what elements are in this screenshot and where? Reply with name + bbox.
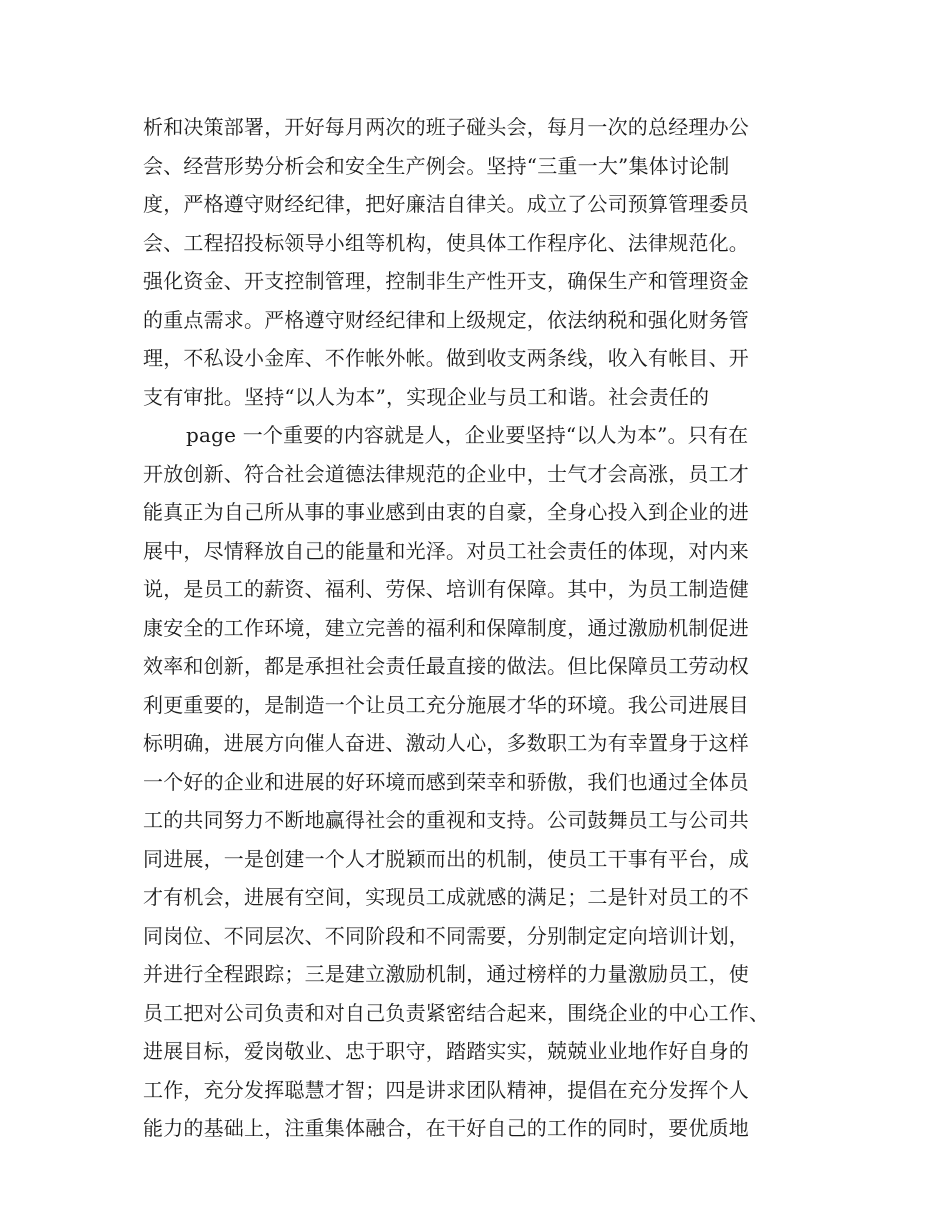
text-line: 支有审批。坚持“以人为本”，实现企业与员工和谐。社会责任的 — [143, 384, 710, 409]
body-text — [143, 108, 823, 1148]
text-line: 康安全的工作环境，建立完善的福利和保障制度，通过激励机制促进 — [143, 615, 749, 640]
text-line: 同岗位、不同层次、不同阶段和不同需要，分别制定定向培训计划， — [143, 923, 749, 948]
text-line: 的重点需求。严格遵守财经纪律和上级规定，依法纳税和强化财务管 — [143, 307, 749, 332]
text-line: 进展目标，爱岗敬业、忠于职守，踏踏实实，兢兢业业地作好自身的 — [143, 1039, 749, 1063]
text-line: 能力的基础上，注重集体融合，在干好自己的工作的同时，要优质地 — [143, 1116, 749, 1140]
text-line: 会、工程招投标领导小组等机构，使具体工作程序化、法律规范化。 — [143, 230, 749, 255]
text-line: 员工把对公司负责和对自己负责紧密结合起来，围绕企业的中心工作、 — [143, 1000, 770, 1025]
text-line: 展中，尽情释放自己的能量和光泽。对员工社会责任的体现，对内来 — [143, 538, 749, 563]
text-line: 工的共同努力不断地赢得社会的重视和支持。公司鼓舞员工与公司共 — [143, 808, 749, 832]
text-line: 说，是员工的薪资、福利、劳保、培训有保障。其中，为员工制造健 — [143, 577, 749, 601]
text-line: 能真正为自己所从事的事业感到由衷的自豪，全身心投入到企业的进 — [143, 500, 749, 524]
text-line: 开放创新、符合社会道德法律规范的企业中，士气才会高涨，员工才 — [143, 461, 749, 486]
text-line: 才有机会，进展有空间，实现员工成就感的满足；二是针对员工的不 — [143, 885, 749, 909]
text-line: 度，严格遵守财经纪律，把好廉洁自律关。成立了公司预算管理委员 — [143, 192, 749, 216]
text-line: 会、经营形势分析会和安全生产例会。坚持“三重一大”集体讨论制 — [143, 153, 730, 178]
text-line: 理，不私设小金库、不作帐外帐。做到收支两条线，收入有帐目、开 — [143, 346, 749, 370]
text-line: 强化资金、开支控制管理，控制非生产性开支，确保生产和管理资金 — [143, 269, 749, 293]
text-line: 析和决策部署，开好每月两次的班子碰头会，每月一次的总经理办公 — [143, 115, 749, 139]
paragraph-start-line: page 一个重要的内容就是人，企业要坚持“以人为本”。只有在 — [186, 423, 749, 447]
text-line: 标明确，进展方向催人奋进、激动人心，多数职工为有幸置身于这样 — [143, 731, 749, 755]
text-line: 一个好的企业和进展的好环境而感到荣幸和骄傲，我们也通过全体员 — [143, 769, 749, 794]
text-line: 并进行全程跟踪；三是建立激励机制，通过榜样的力量激励员工，使 — [143, 962, 749, 986]
text-line: 效率和创新，都是承担社会责任最直接的做法。但比保障员工劳动权 — [143, 654, 749, 678]
text-line: 利更重要的，是制造一个让员工充分施展才华的环境。我公司进展目 — [143, 692, 749, 717]
text-line: 同进展，一是创建一个人才脱颖而出的机制，使员工干事有平台，成 — [143, 846, 749, 871]
text-line: 工作，充分发挥聪慧才智；四是讲求团队精神，提倡在充分发挥个人 — [143, 1077, 749, 1102]
